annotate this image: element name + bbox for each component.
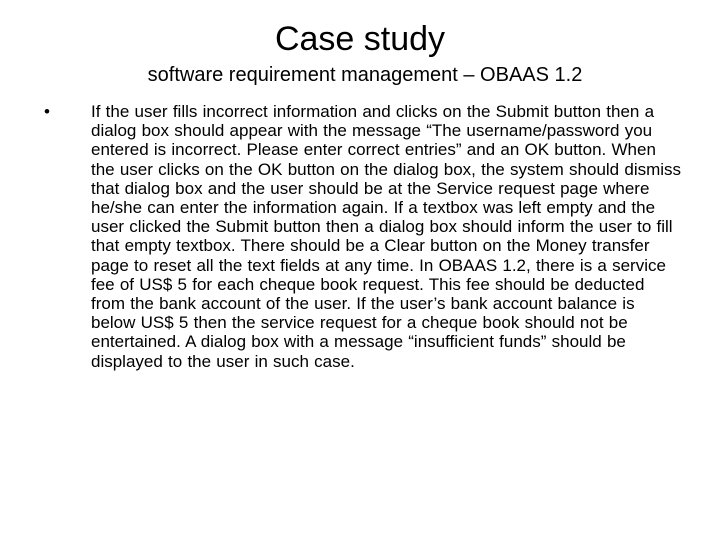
slide-subtitle: software requirement management – OBAAS 1.2: [147, 64, 583, 86]
bullet-text: If the user fills incorrect information and clicks on the Submit button then a dialog box should appear with the message “The username/password you entered is incorrect. Please enter correct entries” and an OK button. When the user clicks on the OK button on the dialog box, the system should dismiss that dialog box and the user should be at the Service request page where he/she can enter the information again. If a textbox was left empty and the user clicked the Submit button then a dialog box should inform the user to fill that empty textbox. There should be a Clear button on the Money transfer page to reset all the text fields at any time. In OBAAS 1.2, there is a service fee of US$ 5 for each cheque book request. This fee should be deducted from the bank account of the user. If the user’s bank account balance is below US$ 5 then the service request for a cheque book should not be entertained. A dialog box with a message “insufficient funds” should be displayed to the user in such case.: [91, 102, 682, 371]
bullet-marker-icon: •: [44, 102, 50, 121]
slide-title: Case study: [274, 20, 446, 58]
